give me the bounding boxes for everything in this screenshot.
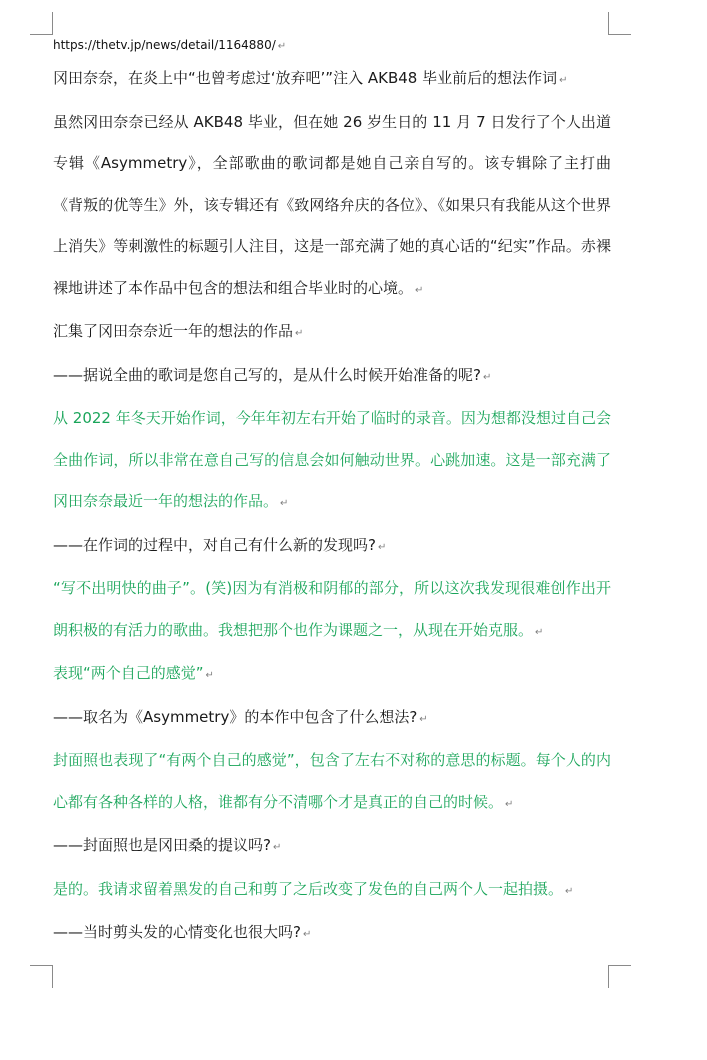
interview-question: ——在作词的过程中，对自己有什么新的发现吗? ↵ [53, 535, 387, 554]
paragraph-mark-icon: ↵ [272, 842, 282, 853]
interview-answer: 从 2022 年冬天开始作词，今年年初左右开始了临时的录音。因为想都没想过自己会全曲作词，所以非常在意自己写的信息会如何触动世界。心跳加速。这是一部充满了冈田奈奈最近一年的想法的作品。 ↵ [53, 409, 611, 510]
crop-mark-bottom-right [608, 965, 631, 988]
source-url: https://thetv.jp/news/detail/1164880/ ↵ [53, 38, 287, 52]
interview-answer: 封面照也表现了“有两个自己的感觉”，包含了左右不对称的意思的标题。每个人的内心都有各种各样的人格，谁都有分不清哪个才是真正的自己的时候。 ↵ [53, 751, 611, 811]
paragraph-mark-icon: ↵ [415, 284, 424, 296]
paragraph-mark-icon: ↵ [419, 713, 428, 725]
interview-question: ——封面照也是冈田桑的提议吗? ↵ [53, 836, 282, 854]
paragraph-mark-icon: ↵ [535, 626, 544, 638]
crop-mark-bottom-left [30, 965, 53, 988]
interview-question: ——据说全曲的歌词是您自己写的，是从什么时候开始准备的呢? ↵ [53, 365, 492, 384]
paragraph-mark-icon: ↵ [280, 498, 289, 509]
document-body[interactable] [53, 34, 611, 956]
article-title: 冈田奈奈，在炎上中“也曾考虑过‘放弃吧’”注入 AKB48 毕业前后的想法作词 ↵ [53, 69, 568, 87]
paragraph-mark-icon: ↵ [565, 885, 574, 897]
paragraph-mark-icon: ↵ [205, 670, 214, 681]
intro-paragraph: 虽然冈田奈奈已经从 AKB48 毕业，但在她 26 岁生日的 11 月 7 日发行了个人出道专辑《Asymmetry》，全部歌曲的歌词都是她自己亲自写的。该专辑除了主打曲《背叛的优等生》外，该专辑还有《致网络弁庆的各位》、《如果只有我能从这个世界上消失》等刺激性的标题引人注目，这是一部充满了她的真心话的“纪实”作品。赤裸裸地讲述了本作品中包含的想法和组合毕业时的心境。 ↵ [53, 112, 611, 297]
paragraph-mark-icon: ↵ [377, 541, 387, 553]
interview-question: ——当时剪头发的心情变化也很大吗? ↵ [53, 923, 312, 941]
section-heading: 汇集了冈田奈奈近一年的想法的作品 ↵ [53, 322, 304, 340]
interview-answer: “写不出明快的曲子”。(笑)因为有消极和阴郁的部分，所以这次我发现很难创作出开朗积极的有活力的歌曲。我想把那个也作为课题之一，从现在开始克服。 ↵ [53, 579, 611, 639]
section-heading: 表现“两个自己的感觉” ↵ [53, 664, 214, 682]
paragraph-mark-icon: ↵ [295, 328, 304, 339]
paragraph-mark-icon: ↵ [559, 75, 568, 86]
paragraph-mark-icon: ↵ [505, 798, 514, 810]
interview-question: ——取名为《Asymmetry》的本作中包含了什么想法? ↵ [53, 707, 428, 726]
crop-mark-top-right [608, 12, 631, 35]
paragraph-mark-icon: ↵ [277, 41, 287, 52]
crop-mark-top-left [30, 12, 53, 35]
paragraph-mark-icon: ↵ [302, 929, 312, 940]
paragraph-mark-icon: ↵ [482, 371, 492, 383]
interview-answer: 是的。我请求留着黑发的自己和剪了之后改变了发色的自己两个人一起拍摄。 ↵ [53, 879, 574, 898]
